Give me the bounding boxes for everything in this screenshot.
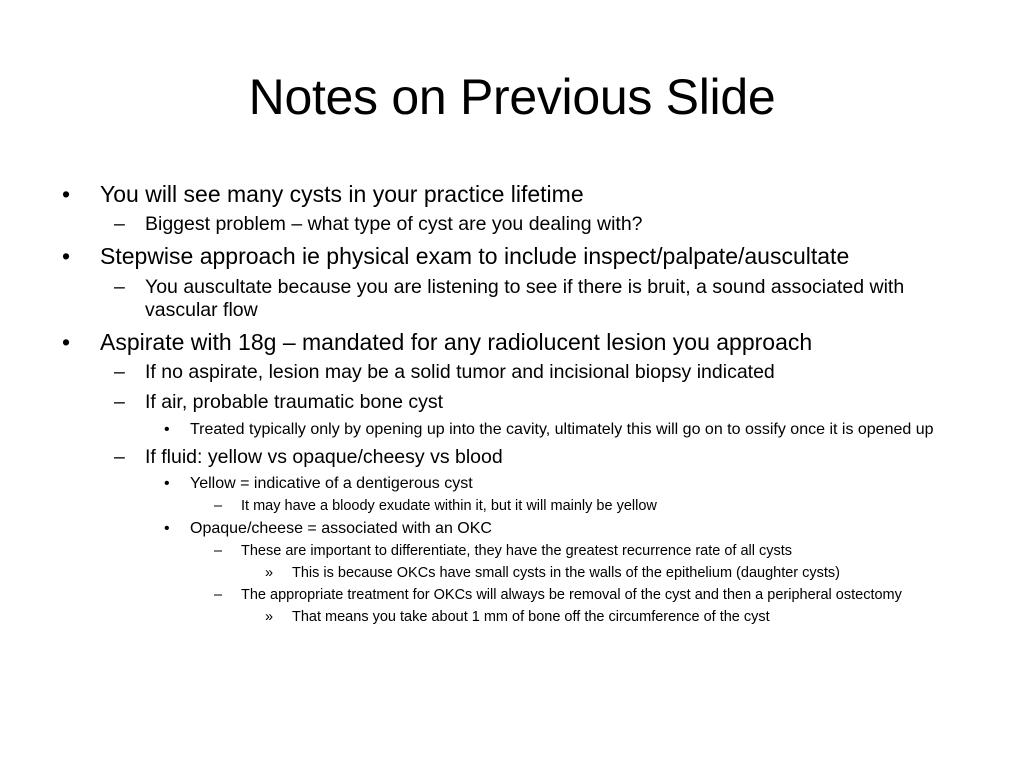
list-item-text: This is because OKCs have small cysts in the walls of the epithelium (daughter cysts) bbox=[292, 565, 841, 581]
dash-marker: – bbox=[214, 587, 223, 603]
list-item bbox=[62, 420, 982, 440]
dash-marker: – bbox=[114, 213, 125, 235]
list-item-text: It may have a bloody exudate within it, but it will mainly be yellow bbox=[241, 498, 657, 514]
bullet-list bbox=[62, 180, 982, 626]
list-item-text: Stepwise approach ie physical exam to include inspect/palpate/auscultate bbox=[100, 243, 850, 269]
list-item bbox=[62, 564, 982, 582]
list-item bbox=[62, 586, 982, 604]
bullet-marker: • bbox=[164, 475, 170, 492]
list-item-text: If fluid: yellow vs opaque/cheesy vs blood bbox=[145, 446, 503, 468]
dash-marker: – bbox=[214, 498, 223, 514]
list-item bbox=[62, 361, 982, 384]
list-item-text: That means you take about 1 mm of bone off the circumference of the cyst bbox=[292, 609, 770, 625]
list-item bbox=[62, 213, 982, 236]
list-item bbox=[62, 180, 982, 209]
list-item-text: Biggest problem – what type of cyst are you dealing with? bbox=[145, 213, 643, 235]
list-item-text: Opaque/cheese = associated with an OKC bbox=[190, 520, 492, 537]
list-item-text: The appropriate treatment for OKCs will always be removal of the cyst and then a peripheral ostectomy bbox=[241, 587, 902, 603]
list-item bbox=[62, 519, 982, 539]
dash-marker: – bbox=[214, 543, 223, 559]
bullet-marker: • bbox=[62, 329, 71, 355]
list-item bbox=[62, 242, 982, 271]
bullet-marker: • bbox=[62, 181, 71, 207]
list-item bbox=[62, 276, 982, 322]
list-item-text: Aspirate with 18g – mandated for any radiolucent lesion you approach bbox=[100, 329, 813, 355]
list-item bbox=[62, 328, 982, 357]
bullet-marker: • bbox=[164, 421, 170, 438]
dash-marker: – bbox=[114, 391, 125, 413]
list-item bbox=[62, 497, 982, 515]
list-item bbox=[62, 391, 982, 414]
raquo-marker: » bbox=[265, 609, 274, 625]
dash-marker: – bbox=[114, 361, 125, 383]
raquo-marker: » bbox=[265, 565, 274, 581]
list-item bbox=[62, 608, 982, 626]
list-item-text: You auscultate because you are listening to see if there is bruit, a sound associated with vascular flow bbox=[145, 276, 905, 321]
list-item-text: If air, probable traumatic bone cyst bbox=[145, 391, 444, 413]
list-item bbox=[62, 446, 982, 469]
dash-marker: – bbox=[114, 446, 125, 468]
bullet-marker: • bbox=[62, 243, 71, 269]
dash-marker: – bbox=[114, 276, 125, 298]
list-item-text: You will see many cysts in your practice lifetime bbox=[100, 181, 584, 207]
list-item-text: Yellow = indicative of a dentigerous cyst bbox=[190, 475, 473, 492]
list-item bbox=[62, 542, 982, 560]
list-item-text: These are important to differentiate, they have the greatest recurrence rate of all cysts bbox=[241, 543, 793, 559]
list-item-text: Treated typically only by opening up into the cavity, ultimately this will go on to ossify once it is opened up bbox=[190, 421, 934, 438]
bullet-marker: • bbox=[164, 520, 170, 537]
slide-title: Notes on Previous Slide bbox=[248, 69, 776, 125]
list-item bbox=[62, 474, 982, 494]
list-item-text: If no aspirate, lesion may be a solid tumor and incisional biopsy indicated bbox=[145, 361, 775, 383]
